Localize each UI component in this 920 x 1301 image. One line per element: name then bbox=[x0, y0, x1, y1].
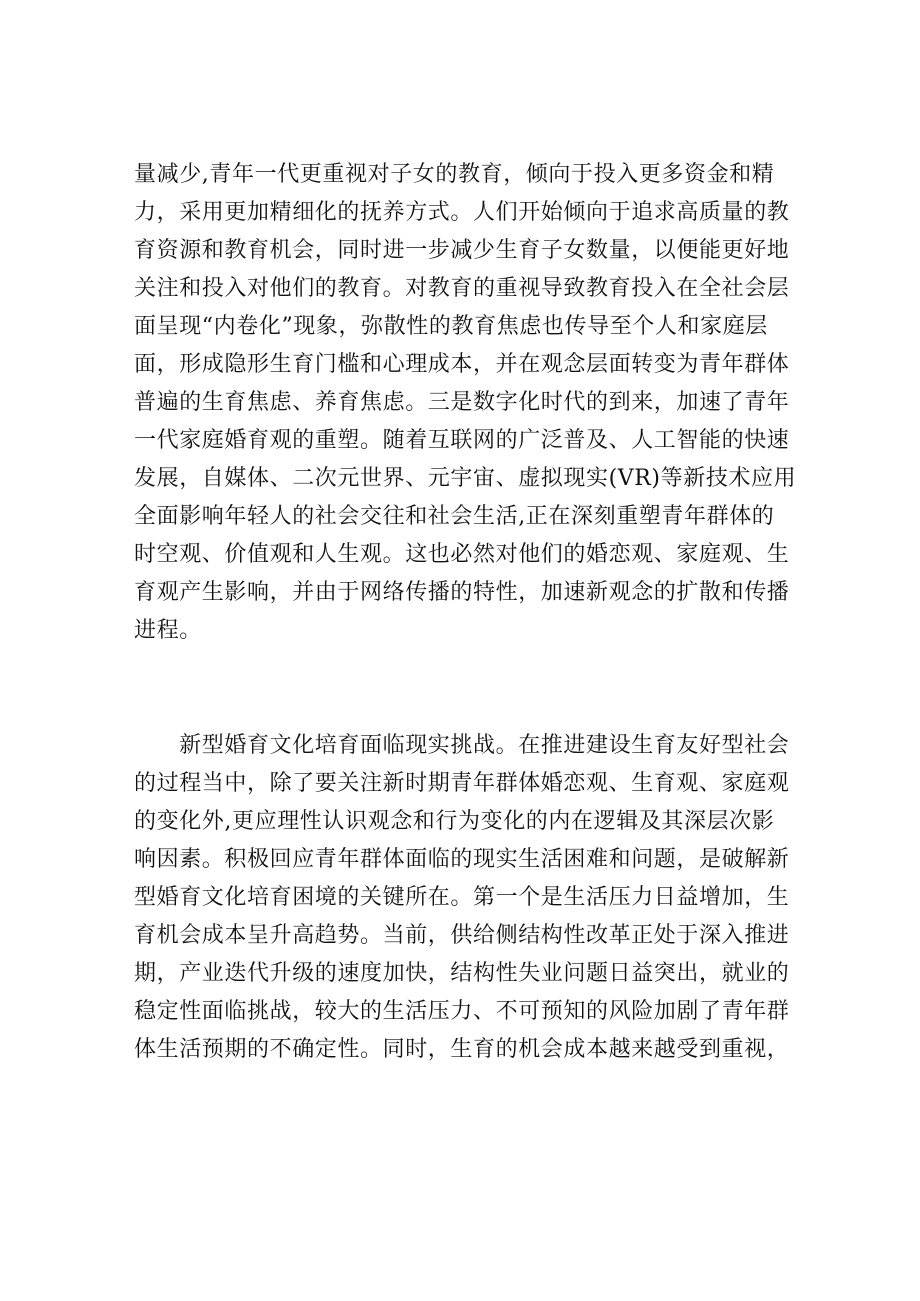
paragraph-line: 关注和投入对他们的教育。对教育的重视导致教育投入在全社会层 bbox=[134, 276, 790, 301]
paragraph-line: 发展，自媒体、二次元世界、元宇宙、虚拟现实(VR)等新技术应用 bbox=[134, 466, 797, 491]
paragraph-line: 面，形成隐形生育门槛和心理成本，并在观念层面转变为青年群体 bbox=[134, 352, 790, 377]
paragraph-line: 育资源和教育机会，同时进一步减少生育子女数量，以便能更好地 bbox=[134, 238, 790, 263]
paragraph-1 bbox=[134, 156, 798, 650]
paragraph-line: 体生活预期的不确定性。同时，生育的机会成本越来越受到重视， bbox=[134, 1037, 790, 1062]
paragraph-line: 全面影响年轻人的社会交往和社会生活,正在深刻重塑青年群体的 bbox=[134, 504, 775, 529]
paragraph-line: 量减少,青年一代更重视对子女的教育，倾向于投入更多资金和精 bbox=[134, 162, 775, 187]
paragraph-line: 型婚育文化培育困境的关键所在。第一个是生活压力日益增加，生 bbox=[134, 885, 790, 910]
paragraph-line: 的变化外,更应理性认识观念和行为变化的内在逻辑及其深层次影 bbox=[134, 809, 775, 834]
paragraph-line: 新型婚育文化培育面临现实挑战。在推进建设生育友好型社会 bbox=[134, 733, 790, 758]
paragraph-line: 力，采用更加精细化的抚养方式。人们开始倾向于追求高质量的教 bbox=[134, 200, 790, 225]
paragraph-line: 一代家庭婚育观的重塑。随着互联网的广泛普及、人工智能的快速 bbox=[134, 428, 790, 453]
paragraph-line: 面呈现“内卷化”现象，弥散性的教育焦虑也传导至个人和家庭层 bbox=[134, 314, 768, 339]
paragraph-line: 育观产生影响，并由于网络传播的特性，加速新观念的扩散和传播 bbox=[134, 580, 790, 605]
paragraph-line: 期，产业迭代升级的速度加快，结构性失业问题日益突出，就业的 bbox=[134, 961, 790, 986]
paragraph-line: 稳定性面临挑战，较大的生活压力、不可预知的风险加剧了青年群 bbox=[134, 999, 790, 1024]
paragraph-line: 普遍的生育焦虑、养育焦虑。三是数字化时代的到来，加速了青年 bbox=[134, 390, 790, 415]
paragraph-line: 进程。 bbox=[134, 618, 202, 643]
paragraph-line: 响因素。积极回应青年群体面临的现实生活困难和问题，是破解新 bbox=[134, 847, 790, 872]
paragraph-2 bbox=[134, 727, 798, 1069]
paragraph-line: 时空观、价值观和人生观。这也必然对他们的婚恋观、家庭观、生 bbox=[134, 542, 790, 567]
paragraph-line: 的过程当中，除了要关注新时期青年群体婚恋观、生育观、家庭观 bbox=[134, 771, 790, 796]
paragraph-line: 育机会成本呈升高趋势。当前，供给侧结构性改革正处于深入推进 bbox=[134, 923, 790, 948]
